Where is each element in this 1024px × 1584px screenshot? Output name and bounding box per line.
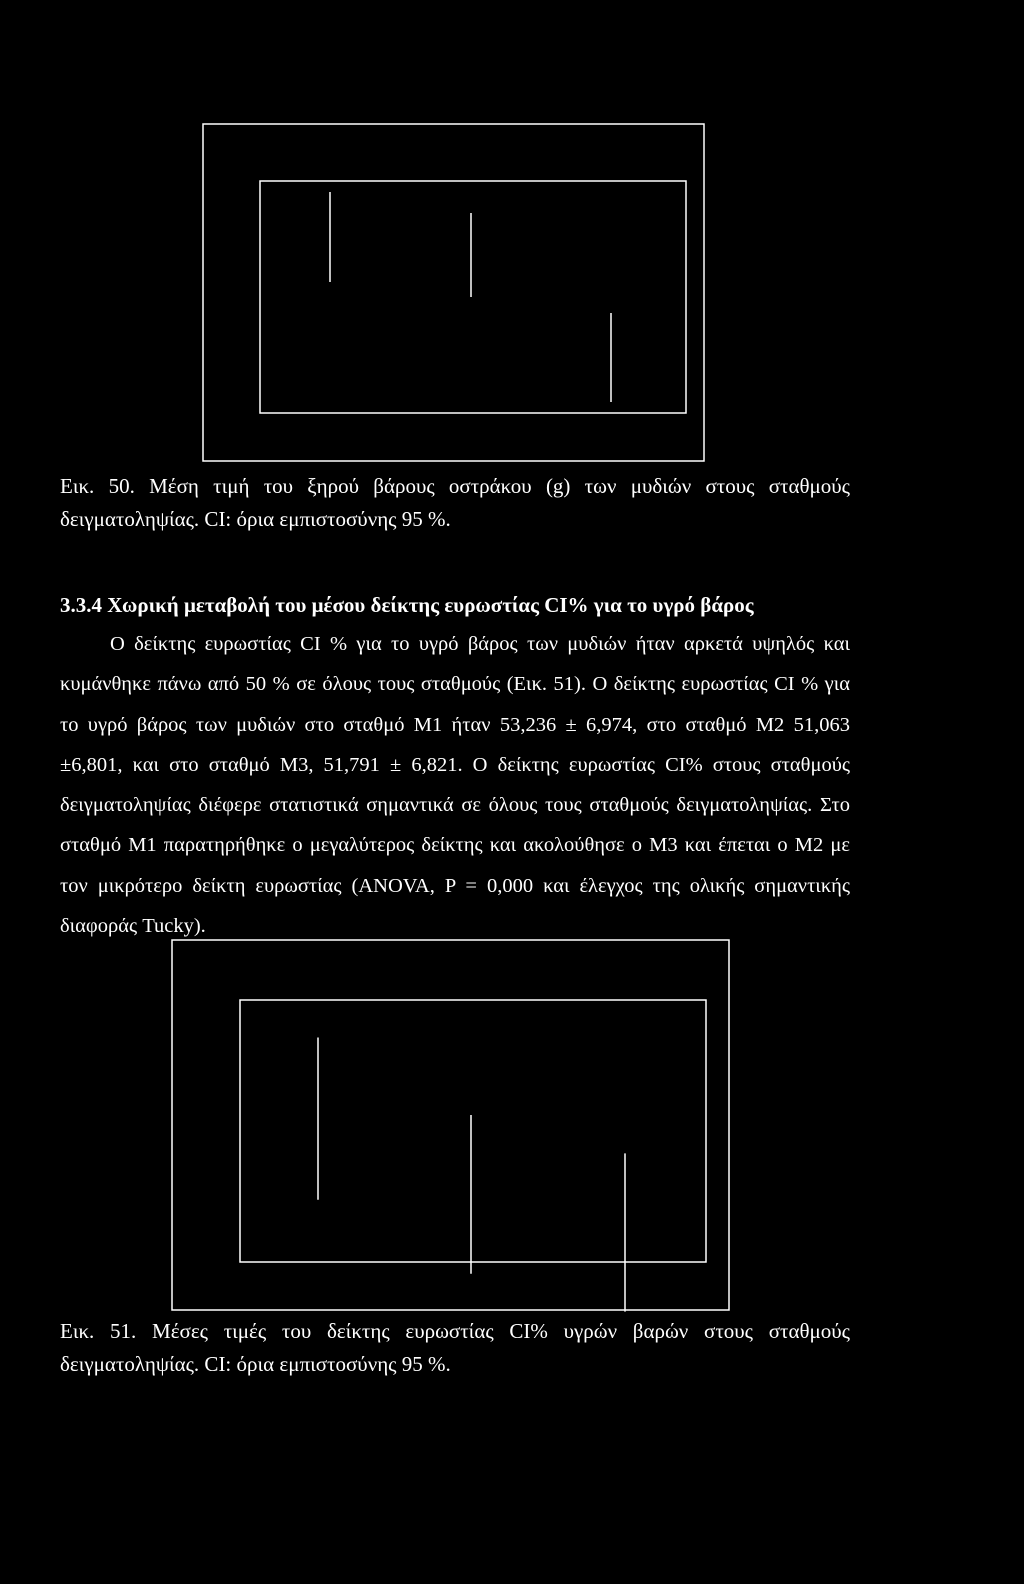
figure-50-outer-frame xyxy=(203,124,704,461)
section-heading: 3.3.4 Χωρική μεταβολή του μέσου δείκτης ευρωστίας CI% για το υγρό βάρος xyxy=(60,593,754,617)
figure-51-caption: Εικ. 51. Μέσες τιμές του δείκτης ευρωστίας CI% υγρών βαρών στους σταθμούς δειγματοληψίας. CI: όρια εμπιστοσύνης 95 %. xyxy=(60,1319,850,1376)
figure-50-plot-area xyxy=(260,181,686,413)
figure-51 xyxy=(172,940,729,1312)
figure-51-outer-frame xyxy=(172,940,729,1310)
body-paragraph: Ο δείκτης ευρωστίας CI % για το υγρό βάρος των μυδιών ήταν αρκετά υψηλός και κυμάνθηκε πάνω από 50 % σε όλους τους σταθμούς (Εικ. 51). Ο δείκτης ευρωστίας CI % για το υγρό βάρος των μυδιών στο σταθμό M1 ήταν 53,236 ± 6,974, στο σταθμό M2 51,063 ±6,801, και στο σταθμό M3, 51,791 ± 6,821. Ο δείκτης ευρωστίας CI% στους σταθμούς δειγματοληψίας διέφερε στατιστικά σημαντικά σε όλους τους σταθμούς δειγματοληψίας. Στο σταθμό M1 παρατηρήθηκε ο μεγαλύτερος δείκτης και ακολούθησε ο M3 και έπεται ο M2 με τον μικρότερο δείκτη ευρωστίας (ANOVA, P = 0,000 και έλεγχος της ολικής σημαντικής διαφοράς Tucky). xyxy=(60,633,850,938)
figure-51-plot-area xyxy=(240,1000,706,1262)
figure-50-caption: Εικ. 50. Μέση τιμή του ξηρού βάρους οστράκου (g) των μυδιών στους σταθμούς δειγματοληψίας. CI: όρια εμπιστοσύνης 95 %. xyxy=(60,474,850,531)
figure-51-error-bars xyxy=(318,1038,625,1312)
figure-50 xyxy=(203,124,704,461)
